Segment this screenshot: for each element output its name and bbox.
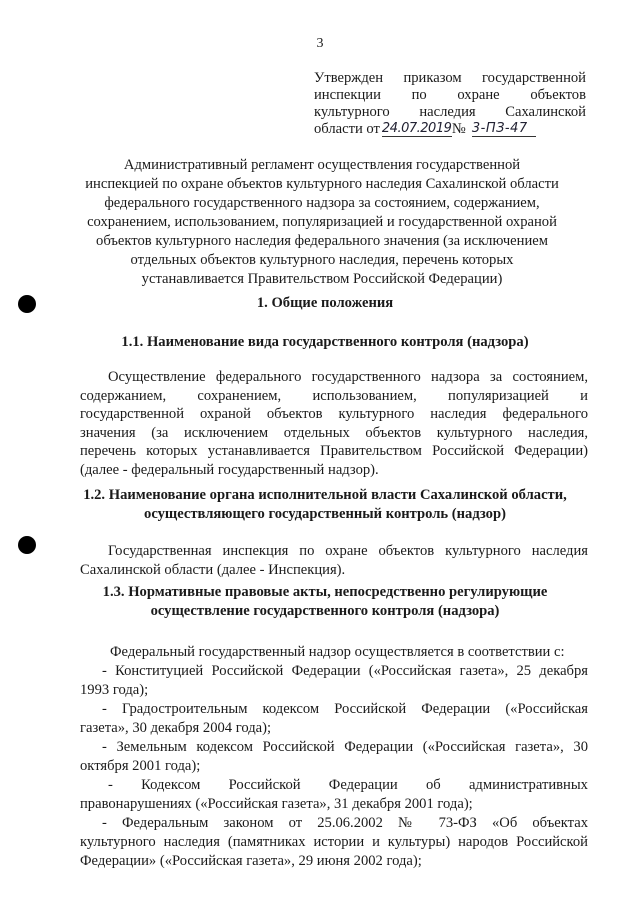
approval-word: наследия (419, 104, 476, 120)
number-sign: № (451, 121, 466, 137)
list-word: Федерации (328, 777, 398, 793)
section-1-1-paragraph (80, 368, 588, 479)
list-word: - (108, 777, 113, 793)
section-heading-1-2 (60, 486, 590, 524)
approval-line-2 (314, 87, 586, 104)
approval-word: охране (457, 87, 500, 103)
approval-word: Утвержден (314, 70, 384, 86)
list-item-cont: культурного наследия (памятниках истории и культуры) народов Российской (80, 834, 588, 850)
approval-word: объектов (530, 87, 586, 103)
binder-hole-mark (18, 295, 36, 313)
approval-line-4 (314, 121, 586, 138)
heading-text: 1.1. Наименование вида государственного контроля (надзора) (121, 334, 529, 350)
list-word: об (425, 777, 441, 793)
list-word: административных (468, 777, 588, 793)
legal-acts-list (80, 643, 588, 871)
title-line: устанавливается Правительством Российской Федерации) (141, 271, 503, 287)
list-word: Кодексом (141, 777, 201, 793)
handwritten-number: 3-ПЗ-47 (472, 121, 536, 137)
approval-word: Сахалинской (505, 104, 586, 120)
approval-word: культурного (314, 104, 390, 120)
section-heading-1-3 (60, 583, 590, 621)
title-line: Административный регламент осуществления государственной (123, 157, 521, 173)
title-line: сохранением, использованием, популяризацией и государственной охраной (87, 214, 557, 230)
heading-text: осуществляющего государственный контроль (надзор) (144, 506, 506, 522)
paragraph-line: государственной охраной объектов культурного наследия федерального (80, 406, 588, 422)
approval-block (314, 70, 586, 138)
heading-text: 1.3. Нормативные правовые акты, непосредственно регулирующие (102, 584, 548, 600)
paragraph-line: (далее - федеральный государственный надзор). (80, 461, 379, 478)
section-heading-1-1 (60, 333, 590, 352)
heading-text: 1. Общие положения (256, 295, 394, 311)
approval-word: инспекции (314, 87, 381, 103)
document-title (62, 156, 582, 289)
approval-word: приказом (403, 70, 462, 86)
list-item-cont: газета», 30 декабря 2004 года); (80, 720, 272, 736)
page-number: 3 (316, 36, 324, 51)
title-line: объектов культурного наследия федерального значения (за исключением (96, 233, 548, 249)
list-item-cont: Федерации» («Российская газета», 29 июня 2002 года); (80, 853, 422, 869)
approval-word: по (411, 87, 427, 103)
paragraph-line: Сахалинской области (далее - Инспекция). (80, 561, 346, 578)
section-heading-1 (60, 294, 590, 313)
list-item-cont: октября 2001 года); (80, 758, 201, 774)
list-item (80, 776, 588, 795)
approval-prefix: области от (314, 121, 380, 137)
list-item: - Земельным кодексом Российской Федерации («Российская газета», 30 (102, 739, 588, 755)
paragraph-line: содержанием, сохранением, использованием, популяризацией и (80, 387, 588, 404)
list-item: - Конституцией Российской Федерации («Российская газета», 25 декабря (102, 663, 588, 679)
title-line: отдельных объектов культурного наследия, перечень которых (130, 252, 514, 268)
list-item: - Федеральным законом от 25.06.2002 № 73-ФЗ «Об объектах (102, 815, 588, 831)
approval-line-3 (314, 104, 586, 121)
section-1-2-paragraph (80, 542, 588, 579)
list-item-cont: 1993 года); (80, 682, 149, 698)
paragraph-line: значения (за исключением отдельных объектов культурного наследия, (80, 424, 588, 441)
approval-line-1 (314, 70, 586, 87)
list-word: Российской (228, 777, 301, 793)
list-item: - Градостроительным кодексом Российской Федерации («Российская (102, 701, 588, 717)
title-line: федерального государственного надзора за состоянием, содержанием, (104, 195, 540, 211)
binder-hole-mark (18, 536, 36, 554)
heading-text: 1.2. Наименование органа исполнительной власти Сахалинской области, (83, 487, 567, 503)
list-item-cont: правонарушениях («Российская газета», 31 декабря 2001 года); (80, 796, 473, 812)
paragraph-line: перечень которых устанавливается Правительством Российской Федерации) (80, 443, 588, 459)
list-intro: Федеральный государственный надзор осуществляется в соответствии с: (110, 644, 565, 660)
handwritten-date: 24.07.2019 (381, 121, 452, 136)
paragraph-line: Осуществление федерального государственного надзора за состоянием, (108, 369, 588, 385)
heading-text: осуществление государственного контроля (надзора) (150, 603, 500, 619)
paragraph-line: Государственная инспекция по охране объектов культурного наследия (108, 543, 588, 559)
title-line: инспекцией по охране объектов культурного наследия Сахалинской области (85, 176, 559, 192)
approval-word: государственной (481, 70, 586, 86)
